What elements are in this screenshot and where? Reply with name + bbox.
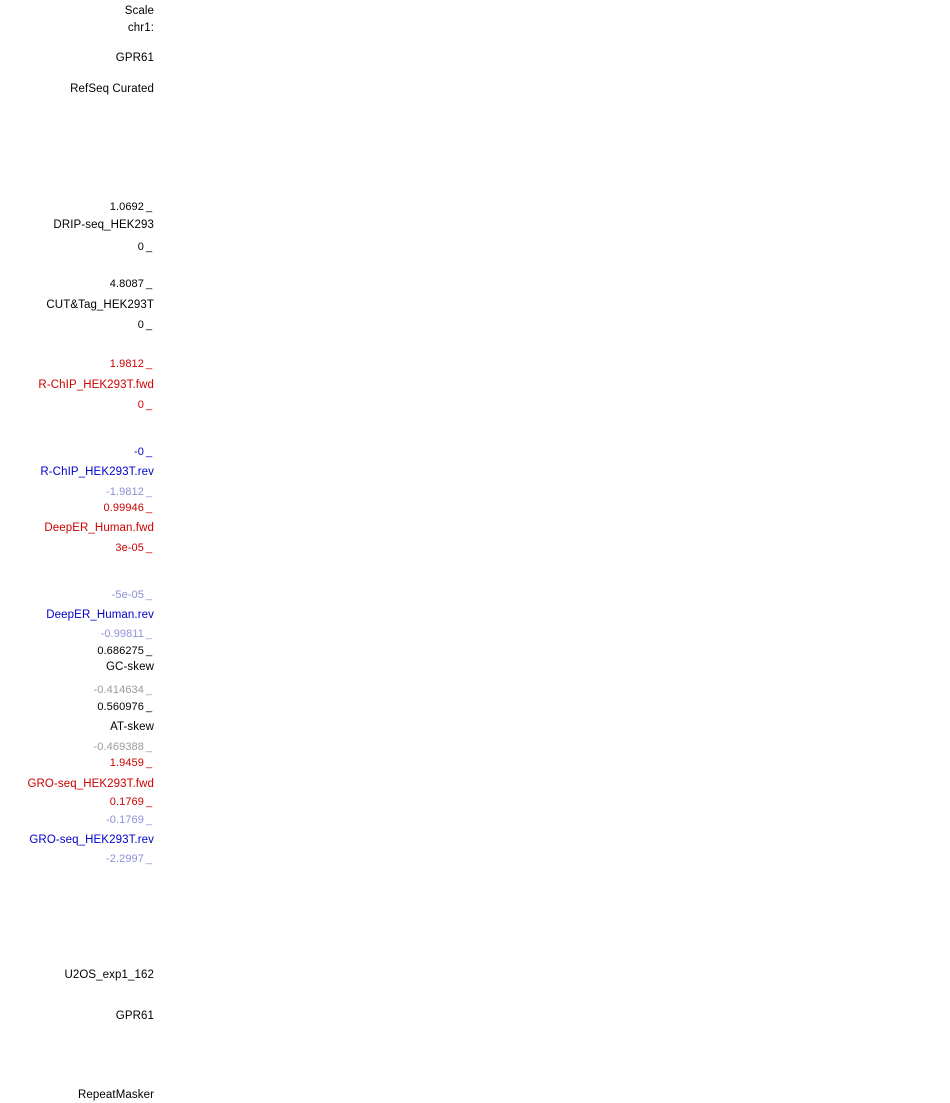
track-label-u2os-exp1-162[interactable]: U2OS_exp1_162 xyxy=(64,969,154,981)
track-max-cuttag-hek293t: 4.8087 _ xyxy=(109,278,153,290)
track-max-gro-seq-hek293t-fwd: 1.9459 _ xyxy=(109,757,153,769)
track-max-deeper-human-fwd: 0.99946 _ xyxy=(103,502,153,514)
track-min-rchip-hek293t-rev: -1.9812 _ xyxy=(105,486,153,498)
tick-icon: _ xyxy=(146,589,153,601)
track-min-gro-seq-hek293t-fwd: 0.1769 _ xyxy=(109,796,153,808)
track-label-gro-seq-hek293t-rev[interactable]: GRO-seq_HEK293T.rev xyxy=(29,834,154,846)
tick-icon: _ xyxy=(146,319,153,331)
track-max-gc-skew: 0.686275 _ xyxy=(97,645,153,657)
track-min-at-skew: -0.469388 _ xyxy=(93,741,153,753)
tick-icon: _ xyxy=(146,542,153,554)
tick-icon: _ xyxy=(146,814,153,826)
tick-icon: _ xyxy=(146,645,153,657)
track-label-gc-skew[interactable]: GC-skew xyxy=(106,661,154,673)
track-min-drip-seq-hek293: 0 _ xyxy=(137,241,153,253)
tick-icon: _ xyxy=(146,741,153,753)
gene-track-label-bottom[interactable]: GPR61 xyxy=(115,1010,154,1022)
track-max-at-skew: 0.560976 _ xyxy=(97,701,153,713)
tick-icon: _ xyxy=(146,358,153,370)
track-label-deeper-human-rev[interactable]: DeepER_Human.rev xyxy=(46,609,154,621)
chromosome-label: chr1: xyxy=(127,22,154,34)
tick-icon: _ xyxy=(146,201,153,213)
tick-icon: _ xyxy=(146,684,153,696)
track-min-gc-skew: -0.414634 _ xyxy=(93,684,153,696)
tick-icon: _ xyxy=(146,278,153,290)
tick-icon: _ xyxy=(146,757,153,769)
track-min-gro-seq-hek293t-rev: -2.2997 _ xyxy=(105,853,153,865)
tick-icon: _ xyxy=(146,446,153,458)
gene-track-label-top[interactable]: GPR61 xyxy=(115,52,154,64)
track-min-rchip-hek293t-fwd: 0 _ xyxy=(137,399,153,411)
track-label-gro-seq-hek293t-fwd[interactable]: GRO-seq_HEK293T.fwd xyxy=(27,778,154,790)
refseq-curated-track-label[interactable]: RefSeq Curated xyxy=(70,83,154,95)
track-label-deeper-human-fwd[interactable]: DeepER_Human.fwd xyxy=(44,522,154,534)
tick-icon: _ xyxy=(146,628,153,640)
track-label-rchip-hek293t-fwd[interactable]: R-ChIP_HEK293T.fwd xyxy=(38,379,154,391)
track-min-deeper-human-rev: -0.99811 _ xyxy=(100,628,153,640)
tick-icon: _ xyxy=(146,502,153,514)
track-label-cuttag-hek293t[interactable]: CUT&Tag_HEK293T xyxy=(46,299,154,311)
track-max-rchip-hek293t-rev: -0 _ xyxy=(134,446,153,458)
track-min-deeper-human-fwd: 3e-05 _ xyxy=(115,542,153,554)
track-label-repeatmasker[interactable]: RepeatMasker xyxy=(78,1089,154,1101)
track-max-rchip-hek293t-fwd: 1.9812 _ xyxy=(109,358,153,370)
tick-icon: _ xyxy=(146,701,153,713)
scale-label: Scale xyxy=(124,5,154,17)
tick-icon: _ xyxy=(146,399,153,411)
track-max-deeper-human-rev: -5e-05 _ xyxy=(111,589,153,601)
track-label-at-skew[interactable]: AT-skew xyxy=(110,721,154,733)
track-label-drip-seq-hek293[interactable]: DRIP-seq_HEK293 xyxy=(53,219,154,231)
track-data-pane[interactable] xyxy=(160,0,950,1103)
track-label-rchip-hek293t-rev[interactable]: R-ChIP_HEK293T.rev xyxy=(40,466,154,478)
tick-icon: _ xyxy=(146,486,153,498)
tick-icon: _ xyxy=(146,241,153,253)
track-max-gro-seq-hek293t-rev: -0.1769 _ xyxy=(105,814,153,826)
tick-icon: _ xyxy=(146,796,153,808)
tick-icon: _ xyxy=(146,853,153,865)
track-max-drip-seq-hek293: 1.0692 _ xyxy=(109,201,153,213)
track-min-cuttag-hek293t: 0 _ xyxy=(137,319,153,331)
